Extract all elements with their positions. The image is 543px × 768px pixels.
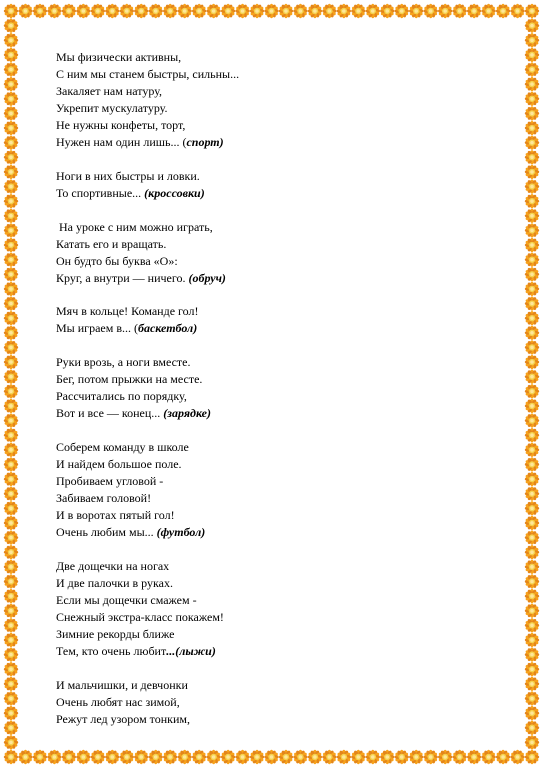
sunflower-icon — [438, 750, 452, 764]
sunflower-icon — [525, 691, 539, 705]
stanza — [56, 219, 486, 287]
line-text: Очень любят нас зимой, — [56, 694, 180, 709]
sunflower-icon — [322, 4, 336, 18]
sunflower-icon — [525, 267, 539, 281]
stanza — [56, 439, 486, 541]
sunflower-icon — [525, 487, 539, 501]
sunflower-icon — [76, 4, 90, 18]
line-text: Пробиваем угловой - — [56, 473, 164, 488]
sunflower-icon — [525, 560, 539, 574]
sunflower-icon — [525, 574, 539, 588]
poem-line — [56, 507, 486, 524]
line-text: На уроке с ним можно играть, — [56, 219, 213, 234]
poem-line — [56, 558, 486, 575]
sunflower-icon — [279, 750, 293, 764]
poem-line — [56, 320, 486, 337]
sunflower-icon — [4, 340, 18, 354]
sunflower-icon — [467, 4, 481, 18]
poem-line — [56, 303, 486, 320]
line-text: Снежный экстра-класс покажем! — [56, 609, 224, 624]
sunflower-icon — [438, 4, 452, 18]
sunflower-icon — [4, 633, 18, 647]
sunflower-icon — [525, 4, 539, 18]
sunflower-icon — [525, 62, 539, 76]
stanza — [56, 677, 486, 728]
sunflower-icon — [525, 340, 539, 354]
sunflower-icon — [525, 355, 539, 369]
line-text: Если мы дощечки смажем - — [56, 592, 197, 607]
line-text: Забиваем головой! — [56, 490, 152, 505]
poem-line — [56, 66, 486, 83]
riddle-answer: (обруч) — [188, 270, 226, 285]
sunflower-icon — [525, 589, 539, 603]
sunflower-icon — [380, 750, 394, 764]
poem-line — [56, 677, 486, 694]
sunflower-icon — [221, 4, 235, 18]
poem-line — [56, 134, 486, 151]
poem-line — [56, 371, 486, 388]
sunflower-icon — [4, 92, 18, 106]
sunflower-icon — [409, 750, 423, 764]
sunflower-icon — [250, 750, 264, 764]
poem-line — [56, 456, 486, 473]
sunflower-icon — [452, 4, 466, 18]
sunflower-icon — [4, 457, 18, 471]
sunflower-icon — [206, 750, 220, 764]
sunflower-icon — [4, 545, 18, 559]
poem-line — [56, 49, 486, 66]
sunflower-icon — [4, 48, 18, 62]
line-text: Закаляет нам натуру, — [56, 84, 163, 98]
sunflower-icon — [4, 662, 18, 676]
stanza — [56, 558, 486, 660]
sunflower-icon — [525, 472, 539, 486]
sunflower-icon — [525, 194, 539, 208]
line-text: Соберем команду в школе — [56, 439, 189, 454]
sunflower-icon — [525, 399, 539, 413]
poem-line — [56, 236, 486, 253]
sunflower-icon — [120, 4, 134, 18]
sunflower-icon — [4, 750, 18, 764]
poem-line — [56, 490, 486, 507]
line-text: Бег, потом прыжки на месте. — [56, 372, 203, 387]
stanza — [56, 354, 486, 422]
sunflower-icon — [4, 560, 18, 574]
sunflower-icon — [76, 750, 90, 764]
sunflower-icon — [4, 355, 18, 369]
sunflower-icon — [149, 4, 163, 18]
sunflower-icon — [525, 209, 539, 223]
sunflower-icon — [192, 750, 206, 764]
line-text: И в воротах пятый гол! — [56, 507, 175, 522]
sunflower-icon — [264, 750, 278, 764]
poem-line — [56, 219, 486, 236]
poem-line — [56, 185, 486, 202]
sunflower-icon — [91, 750, 105, 764]
sunflower-icon — [4, 618, 18, 632]
sunflower-icon — [525, 618, 539, 632]
riddle-answer: (кроссовки) — [144, 185, 205, 200]
line-text: Нужен нам один лишь... ( — [56, 135, 187, 149]
poem-line — [56, 253, 486, 270]
sunflower-icon — [4, 369, 18, 383]
poem-line — [56, 388, 486, 405]
sunflower-icon — [525, 223, 539, 237]
sunflower-icon — [525, 238, 539, 252]
sunflower-icon — [525, 48, 539, 62]
sunflower-icon — [235, 4, 249, 18]
sunflower-icon — [120, 750, 134, 764]
sunflower-icon — [206, 4, 220, 18]
line-text: Вот и все — конец... — [56, 406, 164, 421]
sunflower-icon — [409, 4, 423, 18]
sunflower-icon — [525, 530, 539, 544]
sunflower-icon — [47, 750, 61, 764]
sunflower-icon — [510, 4, 524, 18]
sunflower-icon — [4, 487, 18, 501]
sunflower-icon — [366, 4, 380, 18]
sunflower-icon — [525, 150, 539, 164]
sunflower-icon — [4, 4, 18, 18]
line-text: Очень любим мы... — [56, 524, 157, 539]
sunflower-icon — [4, 516, 18, 530]
sunflower-icon — [322, 750, 336, 764]
sunflower-icon — [47, 4, 61, 18]
poem-line — [56, 270, 486, 287]
sunflower-icon — [496, 4, 510, 18]
sunflower-icon — [279, 4, 293, 18]
sunflower-icon — [525, 516, 539, 530]
sunflower-icon — [235, 750, 249, 764]
sunflower-icon — [423, 4, 437, 18]
sunflower-icon — [525, 501, 539, 515]
poem-line — [56, 524, 486, 541]
sunflower-icon — [525, 706, 539, 720]
sunflower-icon — [4, 194, 18, 208]
line-text: Укрепит мускулатуру. — [56, 101, 168, 115]
line-text: Руки врозь, а ноги вместе. — [56, 355, 191, 370]
sunflower-icon — [525, 735, 539, 749]
poem-line — [56, 694, 486, 711]
poem-line — [56, 473, 486, 490]
sunflower-icon — [525, 662, 539, 676]
sunflower-icon — [293, 4, 307, 18]
stanza — [56, 303, 486, 337]
sunflower-icon — [163, 4, 177, 18]
sunflower-icon — [33, 4, 47, 18]
sunflower-icon — [163, 750, 177, 764]
sunflower-icon — [105, 750, 119, 764]
sunflower-icon — [4, 238, 18, 252]
sunflower-icon — [4, 384, 18, 398]
line-text: Катать его и вращать. — [56, 236, 167, 251]
poem-line — [56, 83, 486, 100]
sunflower-icon — [264, 4, 278, 18]
sunflower-icon — [380, 4, 394, 18]
sunflower-icon — [525, 545, 539, 559]
sunflower-icon — [525, 311, 539, 325]
sunflower-icon — [177, 4, 191, 18]
line-text: И две палочки в руках. — [56, 575, 173, 590]
sunflower-icon — [467, 750, 481, 764]
sunflower-icon — [525, 165, 539, 179]
poem-line — [56, 575, 486, 592]
line-text: Ноги в них быстры и ловки. — [56, 168, 200, 183]
sunflower-icon — [4, 706, 18, 720]
sunflower-icon — [395, 750, 409, 764]
poem-line — [56, 354, 486, 371]
sunflower-icon — [4, 179, 18, 193]
sunflower-icon — [351, 750, 365, 764]
poem-line — [56, 168, 486, 185]
line-text: Тем, кто очень любит — [56, 643, 167, 658]
sunflower-icon — [4, 399, 18, 413]
sunflower-icon — [525, 18, 539, 32]
sunflower-icon — [525, 384, 539, 398]
sunflower-icon — [525, 121, 539, 135]
sunflower-icon — [423, 750, 437, 764]
line-text: И найдем большое поле. — [56, 456, 182, 471]
stanza — [56, 168, 486, 202]
sunflower-icon — [525, 677, 539, 691]
sunflower-icon — [250, 4, 264, 18]
sunflower-icon — [481, 750, 495, 764]
sunflower-icon — [4, 589, 18, 603]
sunflower-icon — [525, 296, 539, 310]
sunflower-icon — [134, 4, 148, 18]
sunflower-icon — [525, 179, 539, 193]
stanza — [56, 49, 486, 151]
sunflower-icon — [4, 501, 18, 515]
line-text: С ним мы станем быстры, сильны... — [56, 67, 240, 81]
line-text: Две дощечки на ногах — [56, 558, 170, 573]
sunflower-icon — [105, 4, 119, 18]
sunflower-icon — [62, 4, 76, 18]
sunflower-icon — [4, 18, 18, 32]
line-text: Рассчитались по порядку, — [56, 389, 187, 404]
sunflower-icon — [525, 282, 539, 296]
sunflower-icon — [525, 457, 539, 471]
sunflower-icon — [525, 604, 539, 618]
line-text: Он будто бы буква «О»: — [56, 253, 178, 268]
sunflower-icon — [308, 4, 322, 18]
sunflower-icon — [525, 647, 539, 661]
sunflower-icon — [525, 721, 539, 735]
sunflower-icon — [395, 4, 409, 18]
sunflower-icon — [525, 77, 539, 91]
sunflower-icon — [4, 428, 18, 442]
sunflower-icon — [4, 135, 18, 149]
sunflower-icon — [4, 282, 18, 296]
sunflower-icon — [4, 150, 18, 164]
sunflower-icon — [4, 209, 18, 223]
sunflower-icon — [525, 326, 539, 340]
sunflower-icon — [481, 4, 495, 18]
sunflower-icon — [4, 33, 18, 47]
sunflower-icon — [525, 750, 539, 764]
sunflower-icon — [525, 443, 539, 457]
line-text: Мяч в кольце! Команде гол! — [56, 304, 199, 319]
sunflower-icon — [177, 750, 191, 764]
sunflower-icon — [192, 4, 206, 18]
riddle-answer: (футбол) — [156, 524, 206, 539]
poem-line — [56, 626, 486, 643]
riddle-answer: баскетбол) — [137, 321, 198, 336]
sunflower-icon — [308, 750, 322, 764]
sunflower-icon — [525, 413, 539, 427]
sunflower-icon — [4, 413, 18, 427]
sunflower-icon — [33, 750, 47, 764]
sunflower-icon — [4, 326, 18, 340]
poem-line — [56, 117, 486, 134]
sunflower-icon — [4, 106, 18, 120]
riddle-answer: спорт) — [186, 135, 224, 149]
sunflower-icon — [4, 443, 18, 457]
sunflower-icon — [525, 92, 539, 106]
line-text: Мы физически активны, — [56, 50, 182, 64]
sunflower-icon — [4, 691, 18, 705]
poem-line — [56, 592, 486, 609]
sunflower-icon — [62, 750, 76, 764]
sunflower-icon — [4, 121, 18, 135]
line-text: Не нужны конфеты, торт, — [56, 118, 186, 132]
sunflower-icon — [4, 311, 18, 325]
poem-line — [56, 405, 486, 422]
sunflower-icon — [496, 750, 510, 764]
sunflower-icon — [452, 750, 466, 764]
sunflower-icon — [4, 77, 18, 91]
sunflower-icon — [4, 647, 18, 661]
sunflower-icon — [149, 750, 163, 764]
riddle-answer: ...(лыжи) — [166, 643, 216, 658]
sunflower-icon — [525, 106, 539, 120]
sunflower-icon — [4, 62, 18, 76]
poem-line — [56, 609, 486, 626]
sunflower-icon — [4, 677, 18, 691]
sunflower-icon — [351, 4, 365, 18]
sunflower-icon — [525, 428, 539, 442]
line-text: Зимние рекорды ближе — [56, 626, 175, 641]
line-text: То спортивные... — [56, 185, 145, 200]
sunflower-icon — [366, 750, 380, 764]
sunflower-icon — [337, 4, 351, 18]
line-text: Режут лед узором тонким, — [56, 711, 191, 726]
sunflower-icon — [134, 750, 148, 764]
sunflower-icon — [4, 252, 18, 266]
sunflower-icon — [18, 750, 32, 764]
poem-text — [56, 49, 486, 744]
sunflower-icon — [525, 135, 539, 149]
sunflower-icon — [4, 267, 18, 281]
sunflower-icon — [4, 296, 18, 310]
sunflower-icon — [525, 369, 539, 383]
poem-line — [56, 643, 486, 660]
sunflower-icon — [4, 574, 18, 588]
line-text: Мы играем в... ( — [56, 321, 138, 336]
sunflower-icon — [4, 165, 18, 179]
poem-line — [56, 711, 486, 728]
sunflower-icon — [510, 750, 524, 764]
sunflower-icon — [4, 223, 18, 237]
sunflower-icon — [293, 750, 307, 764]
sunflower-icon — [4, 472, 18, 486]
sunflower-icon — [4, 604, 18, 618]
sunflower-icon — [4, 530, 18, 544]
line-text: Круг, а внутри — ничего. — [56, 270, 189, 285]
sunflower-icon — [525, 252, 539, 266]
sunflower-icon — [525, 33, 539, 47]
sunflower-icon — [4, 735, 18, 749]
poem-line — [56, 439, 486, 456]
sunflower-icon — [18, 4, 32, 18]
sunflower-icon — [525, 633, 539, 647]
sunflower-icon — [91, 4, 105, 18]
sunflower-icon — [221, 750, 235, 764]
sunflower-icon — [337, 750, 351, 764]
line-text: И мальчишки, и девчонки — [56, 677, 188, 692]
sunflower-icon — [4, 721, 18, 735]
poem-line — [56, 100, 486, 117]
riddle-answer: (зарядке) — [163, 406, 211, 421]
